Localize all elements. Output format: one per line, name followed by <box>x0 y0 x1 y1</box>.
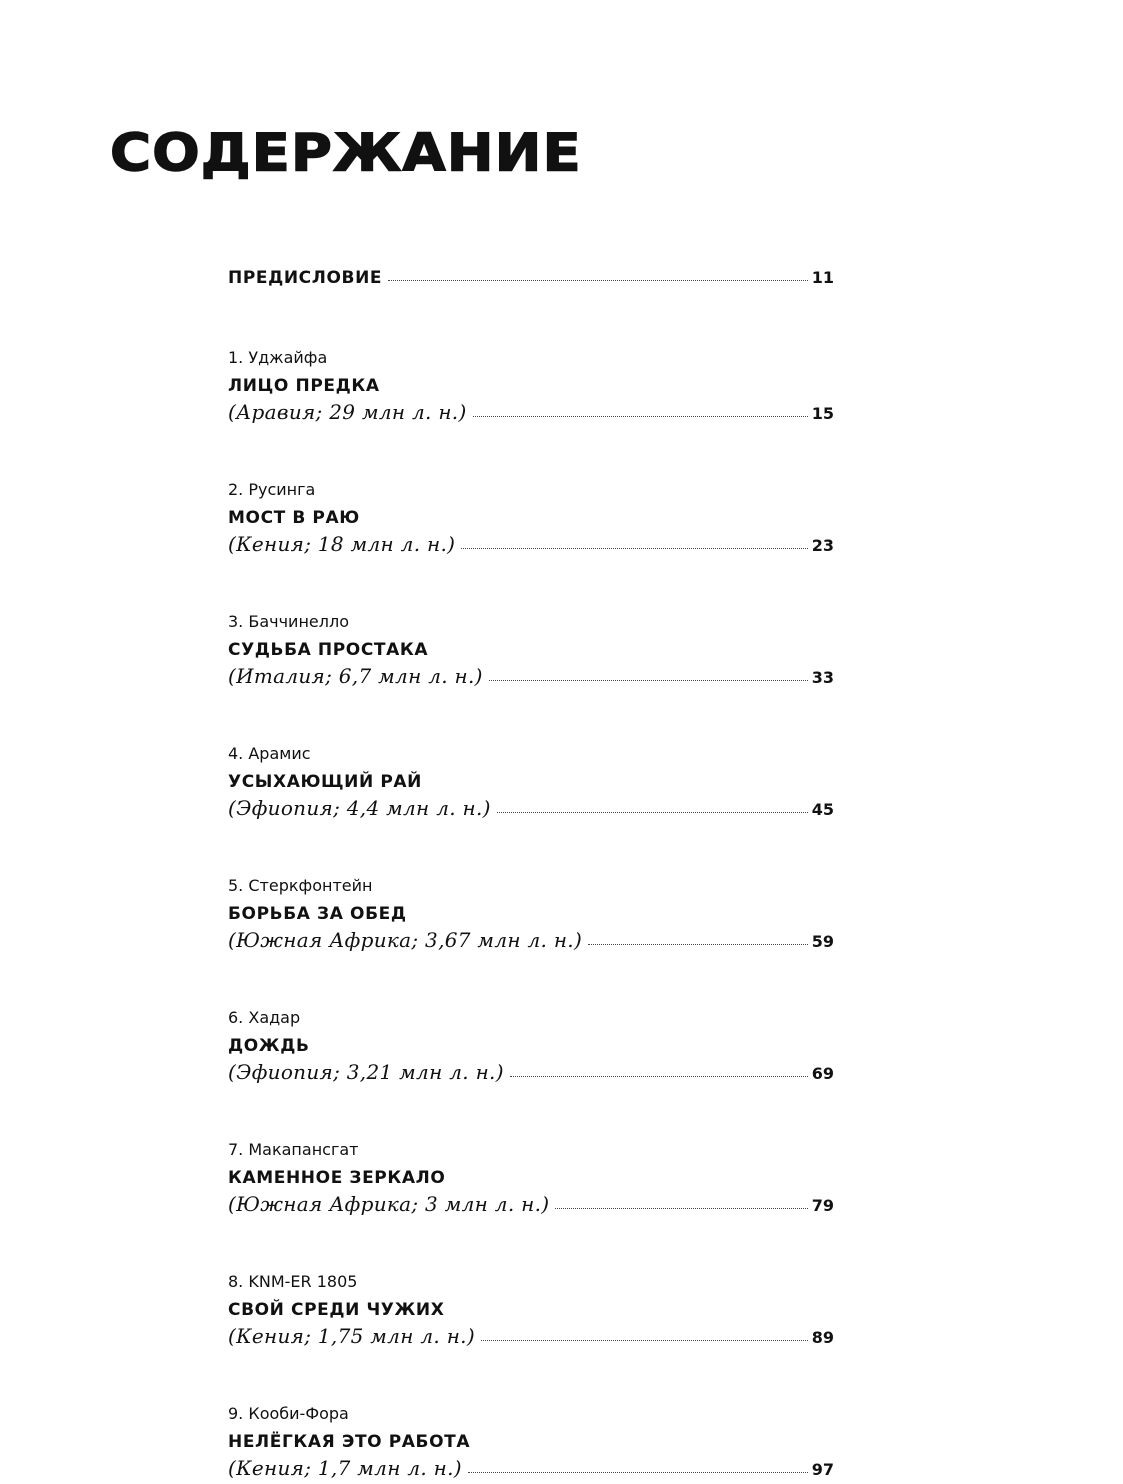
dot-leader <box>388 280 808 281</box>
toc-entry-preface[interactable] <box>228 268 834 296</box>
chapter-subtitle: (Италия; 6,7 млн л. н.) <box>228 664 483 688</box>
chapter-label: 5. Стеркфонтейн <box>228 876 373 895</box>
chapter-subtitle-line <box>228 532 834 560</box>
dot-leader <box>489 680 808 681</box>
toc-entry-chapter-9[interactable] <box>228 1400 834 1484</box>
chapter-subtitle-line <box>228 1060 834 1088</box>
page-number: 33 <box>811 668 834 687</box>
chapter-label: 2. Русинга <box>228 480 316 499</box>
chapter-title: УСЫХАЮЩИЙ РАЙ <box>228 772 422 792</box>
chapter-title: СВОЙ СРЕДИ ЧУЖИХ <box>228 1300 445 1320</box>
chapter-subtitle: (Кения; 18 млн л. н.) <box>228 532 456 556</box>
chapter-label: 4. Арамис <box>228 744 311 763</box>
chapter-subtitle-line <box>228 664 834 692</box>
page-number: 69 <box>811 1064 834 1083</box>
chapter-subtitle-line <box>228 1456 834 1484</box>
dot-leader <box>481 1340 808 1341</box>
chapter-label: 7. Макапансгат <box>228 1140 359 1159</box>
toc-entry-chapter-5[interactable] <box>228 872 834 956</box>
chapter-subtitle: (Кения; 1,75 млн л. н.) <box>228 1324 475 1348</box>
chapter-subtitle-line <box>228 796 834 824</box>
chapter-subtitle: (Эфиопия; 3,21 млн л. н.) <box>228 1060 504 1084</box>
chapter-title: БОРЬБА ЗА ОБЕД <box>228 904 407 924</box>
page-number: 45 <box>811 800 834 819</box>
toc-entry-chapter-4[interactable] <box>228 740 834 824</box>
chapter-subtitle-line <box>228 928 834 956</box>
dot-leader <box>468 1472 808 1473</box>
chapter-title: КАМЕННОЕ ЗЕРКАЛО <box>228 1168 446 1188</box>
page-number: 89 <box>811 1328 834 1347</box>
chapter-subtitle-line <box>228 1192 834 1220</box>
chapter-label: 1. Уджайфа <box>228 348 328 367</box>
toc-entry-chapter-7[interactable] <box>228 1136 834 1220</box>
chapter-title: ЛИЦО ПРЕДКА <box>228 376 380 396</box>
table-of-contents <box>228 268 834 1484</box>
toc-entry-chapter-8[interactable] <box>228 1268 834 1352</box>
chapter-label: 3. Баччинелло <box>228 612 349 631</box>
chapter-label: 9. Кооби-Фора <box>228 1404 349 1423</box>
toc-entry-chapter-1[interactable] <box>228 344 834 428</box>
chapter-subtitle: (Эфиопия; 4,4 млн л. н.) <box>228 796 491 820</box>
dot-leader <box>510 1076 808 1077</box>
toc-entry-chapter-3[interactable] <box>228 608 834 692</box>
chapter-label: 6. Хадар <box>228 1008 301 1027</box>
page-number: 11 <box>811 268 834 287</box>
chapter-subtitle: (Южная Африка; 3,67 млн л. н.) <box>228 928 583 952</box>
chapter-title: МОСТ В РАЮ <box>228 508 360 528</box>
chapter-title: НЕЛЁГКАЯ ЭТО РАБОТА <box>228 1432 471 1452</box>
toc-entry-chapter-6[interactable] <box>228 1004 834 1088</box>
page-number: 79 <box>811 1196 834 1215</box>
chapter-title: СУДЬБА ПРОСТАКА <box>228 640 429 660</box>
dot-leader <box>473 416 808 417</box>
chapter-title: ДОЖДЬ <box>228 1036 310 1056</box>
chapter-subtitle: (Южная Африка; 3 млн л. н.) <box>228 1192 550 1216</box>
preface-title: ПРЕДИСЛОВИЕ <box>228 268 383 288</box>
dot-leader <box>588 944 808 945</box>
dot-leader <box>461 548 807 549</box>
chapter-label: 8. KNM-ER 1805 <box>228 1272 358 1291</box>
chapter-subtitle: (Кения; 1,7 млн л. н.) <box>228 1456 462 1480</box>
chapter-subtitle-line <box>228 1324 834 1352</box>
page-number: 15 <box>811 404 834 423</box>
dot-leader <box>497 812 808 813</box>
chapter-subtitle-line <box>228 400 834 428</box>
page-number: 97 <box>811 1460 834 1479</box>
page-number: 59 <box>811 932 834 951</box>
page-number: 23 <box>811 536 834 555</box>
chapter-subtitle: (Аравия; 29 млн л. н.) <box>228 400 467 424</box>
toc-entry-chapter-2[interactable] <box>228 476 834 560</box>
dot-leader <box>555 1208 807 1209</box>
page-title: СОДЕРЖАНИЕ <box>110 123 582 184</box>
